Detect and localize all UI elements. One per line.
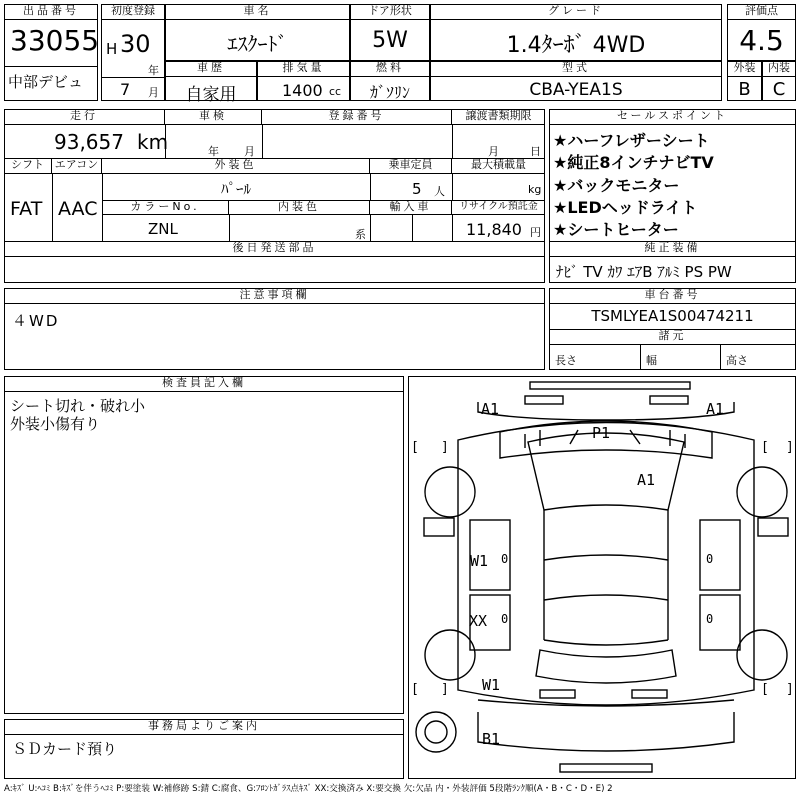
score-label: 評価点 xyxy=(727,4,796,20)
int-color-label: 内装色 xyxy=(229,200,370,215)
dims-label: 諸元 xyxy=(549,329,796,345)
first-registration-label: 初度登録 xyxy=(101,4,165,20)
inspector-line: 外装小傷有り xyxy=(10,415,101,433)
transfer-month-unit: 月 xyxy=(488,145,499,158)
mileage-label: 走行 xyxy=(4,109,165,125)
sales-point-item: ★LEDヘッドライト xyxy=(553,198,698,217)
inspection-year-unit: 年 xyxy=(208,145,219,158)
damage-mark: A1 xyxy=(706,400,725,418)
damage-mark: P1 xyxy=(592,424,611,442)
recycle-amount: 11,840 xyxy=(466,220,522,239)
bracket-open: [ xyxy=(411,682,419,697)
interior-score: C xyxy=(772,79,786,100)
damage-mark: A1 xyxy=(637,471,656,489)
inspection-label: 車検 xyxy=(165,109,262,125)
equipment: ﾅﾋﾞ TV ｶﾜ ｴｱB ｱﾙﾐ PS PW xyxy=(556,263,732,281)
door-label: ドア形状 xyxy=(350,4,430,20)
grade-label: グレード xyxy=(430,4,722,20)
height-label: 高さ xyxy=(726,354,748,367)
damage-mark: XX xyxy=(469,612,488,630)
later-parts-label: 後日発送部品 xyxy=(4,241,545,257)
debut-label: 中部デビュ xyxy=(8,73,84,91)
damage-mark: W1 xyxy=(470,552,489,570)
sales-point-item: ★バックモニター xyxy=(553,176,680,195)
damage-mark: W1 xyxy=(482,676,501,694)
int-color-unit: 系 xyxy=(355,228,366,241)
inspector-line: シート切れ・破れ小 xyxy=(10,397,146,415)
capacity-unit: 人 xyxy=(434,185,445,198)
bracket-open: [ xyxy=(411,440,419,455)
ext-color-label: 外装色 xyxy=(102,158,370,174)
history-label: 車歴 xyxy=(165,61,257,77)
displacement: 1400 xyxy=(282,81,323,100)
fuel: ｶﾞｿﾘﾝ xyxy=(369,83,410,102)
wheel-zero: 0 xyxy=(706,552,714,566)
max-load-label: 最大積載量 xyxy=(452,158,545,174)
wheel-zero: 0 xyxy=(501,612,509,626)
damage-mark: A1 xyxy=(481,400,500,418)
bracket-open: [ xyxy=(761,682,769,697)
exterior-score: B xyxy=(738,79,751,100)
displacement-unit: cc xyxy=(329,85,342,98)
color-no: ZNL xyxy=(148,220,178,238)
first-registration-year: 30 xyxy=(120,30,151,58)
damage-mark: B1 xyxy=(482,730,501,748)
transfer-day-unit: 日 xyxy=(530,145,541,158)
bracket-close: ] xyxy=(441,440,449,455)
notes-text: ４WD xyxy=(12,312,60,330)
overall-score: 4.5 xyxy=(739,24,784,57)
recycle-label: リサイクル預託金 xyxy=(452,200,545,215)
wheel-zero: 0 xyxy=(501,552,509,566)
car-name-label: 車名 xyxy=(165,4,350,20)
chassis-number: TSMLYEA1S00474211 xyxy=(591,307,754,325)
mileage: 93,657 xyxy=(54,130,124,154)
bracket-open: [ xyxy=(761,440,769,455)
bracket-close: ] xyxy=(786,440,794,455)
inspector-label: 検査員記入欄 xyxy=(4,376,404,392)
wheel-zero: 0 xyxy=(706,612,714,626)
bracket-close: ] xyxy=(441,682,449,697)
shift: FAT xyxy=(10,198,43,220)
recycle-unit: 円 xyxy=(530,226,541,239)
interior-score-label: 内装 xyxy=(762,61,796,77)
office-label: 事務局よりご案内 xyxy=(4,719,404,735)
color-no-label: カラーNo. xyxy=(102,200,229,215)
model-label: 型式 xyxy=(430,61,722,77)
capacity: 5 xyxy=(412,180,422,198)
width-label: 幅 xyxy=(646,354,657,367)
legend: A:ｷｽﾞ U:ﾍｺﾐ B:ｷｽﾞを伴うﾍｺﾐ P:要塗装 W:補修跡 S:錆 C:腐食、G:ﾌﾛﾝﾄｶﾞﾗｽ点ｷｽﾞ XX:交換済み X:要交換 欠:欠品 内・外装評価 5段階ﾗﾝｸ順(A・B・C・D・E) 2 xyxy=(4,784,613,794)
aircon: AAC xyxy=(58,198,98,220)
exterior-score-label: 外装 xyxy=(727,61,762,77)
ext-color: ﾊﾟｰﾙ xyxy=(220,180,251,198)
notes-label: 注意事項欄 xyxy=(4,288,545,304)
shift-label: シフト xyxy=(4,158,52,174)
car-name: ｴｽｸｰﾄﾞ xyxy=(227,32,288,56)
sales-points-label: セールスポイント xyxy=(549,109,796,125)
fuel-label: 燃料 xyxy=(350,61,430,77)
history: 自家用 xyxy=(185,85,237,105)
import-label: 輸入車 xyxy=(370,200,452,215)
displacement-label: 排気量 xyxy=(257,61,350,77)
model-code: CBA-YEA1S xyxy=(529,80,623,100)
sales-point-item: ★シートヒーター xyxy=(553,220,679,239)
capacity-label: 乗車定員 xyxy=(370,158,452,174)
month-unit: 月 xyxy=(148,86,159,99)
year-unit: 年 xyxy=(148,64,159,77)
door-type: 5W xyxy=(372,28,408,53)
max-load-unit: kg xyxy=(528,183,542,196)
sales-point-item: ★ハーフレザーシート xyxy=(553,131,710,150)
equipment-label: 純正装備 xyxy=(549,241,796,257)
transfer-deadline-label: 譲渡書類期限 xyxy=(452,109,545,125)
grade: 1.4ﾀｰﾎﾞ 4WD xyxy=(506,33,646,58)
chassis-label: 車台番号 xyxy=(549,288,796,304)
lot-number: 33055 xyxy=(10,24,100,57)
bracket-close: ] xyxy=(786,682,794,697)
era: H xyxy=(106,40,118,58)
office-text: ＳＤカード預り xyxy=(12,740,118,758)
sales-point-item: ★純正8インチナビTV xyxy=(553,153,714,172)
aircon-label: エアコン xyxy=(52,158,102,174)
mileage-unit: km xyxy=(137,130,169,154)
lot-number-label: 出品番号 xyxy=(4,4,98,20)
inspection-month-unit: 月 xyxy=(244,145,255,158)
reg-no-label: 登録番号 xyxy=(262,109,452,125)
length-label: 長さ xyxy=(555,354,577,367)
first-registration-month: 7 xyxy=(120,80,131,99)
